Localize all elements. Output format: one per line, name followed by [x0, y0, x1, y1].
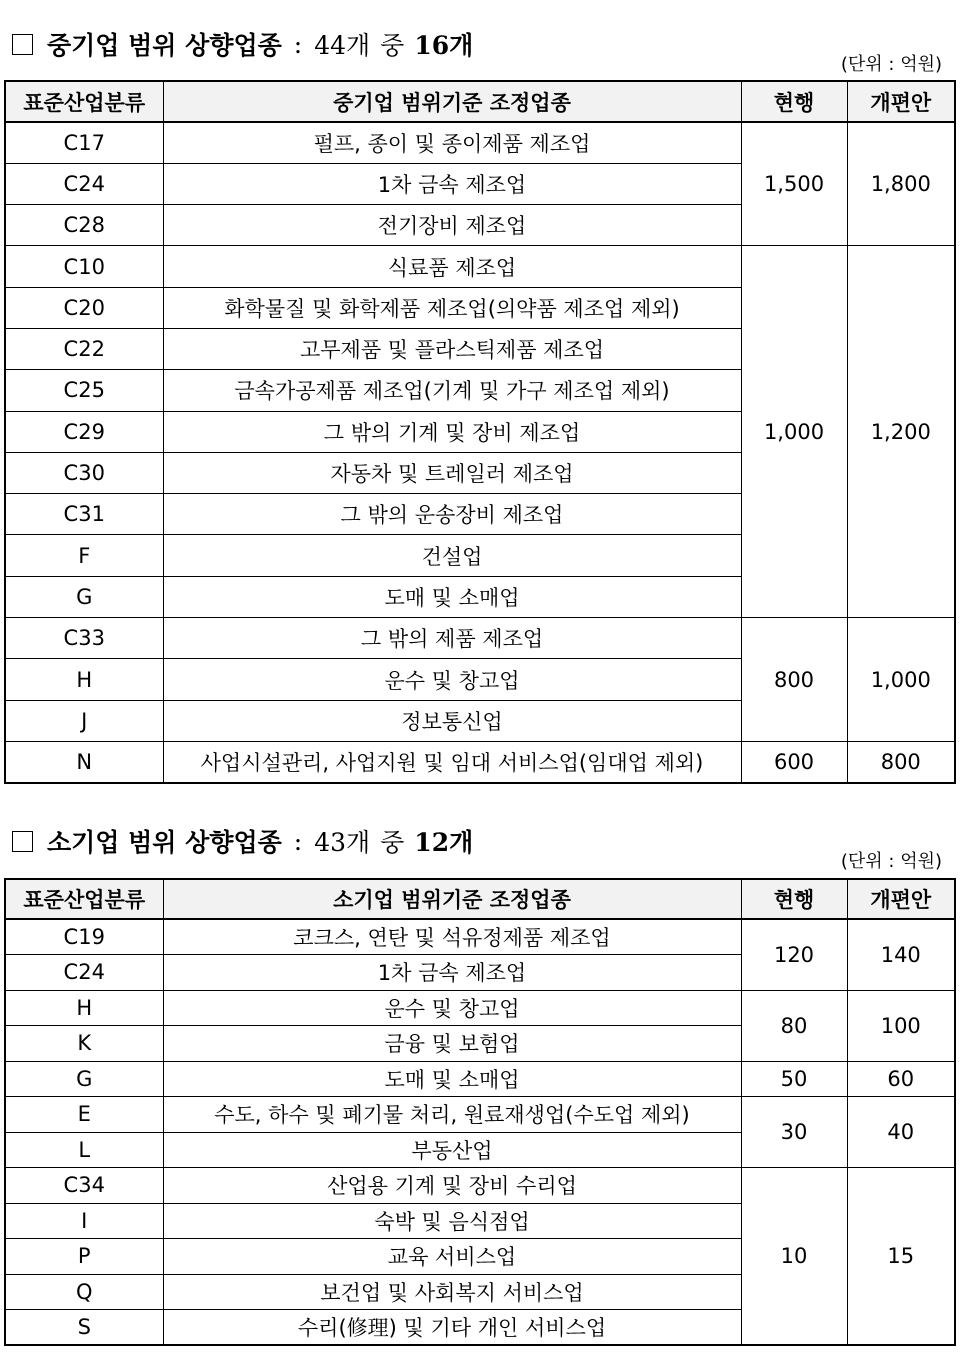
small-unit-label: (단위 : 억원) [840, 851, 942, 872]
header-code: 표준산업분류 [5, 81, 163, 122]
industry-code: C25 [5, 370, 163, 411]
industry-code: C20 [5, 287, 163, 328]
industry-code: C34 [5, 1168, 163, 1204]
industry-name: 보건업 및 사회복지 서비스업 [163, 1274, 741, 1310]
industry-name: 교육 서비스업 [163, 1239, 741, 1275]
industry-name: 산업용 기계 및 장비 수리업 [163, 1168, 741, 1204]
industry-code: C29 [5, 411, 163, 452]
header-current: 현행 [741, 879, 847, 919]
current-threshold: 120 [741, 919, 847, 990]
medium-table [4, 80, 956, 784]
table-row [5, 246, 955, 287]
current-threshold: 1,000 [741, 246, 847, 618]
industry-code: C33 [5, 618, 163, 659]
industry-code: H [5, 990, 163, 1026]
industry-name: 1차 금속 제조업 [163, 955, 741, 991]
industry-code: C22 [5, 328, 163, 369]
header-row [5, 879, 955, 919]
industry-name: 정보통신업 [163, 700, 741, 741]
industry-code: Q [5, 1274, 163, 1310]
industry-code: N [5, 741, 163, 782]
industry-name: 수도, 하수 및 폐기물 처리, 원료재생업(수도업 제외) [163, 1097, 741, 1133]
industry-name: 그 밖의 운송장비 제조업 [163, 494, 741, 535]
medium-unit-label: (단위 : 억원) [840, 54, 942, 75]
industry-name: 전기장비 제조업 [163, 205, 741, 246]
industry-code: E [5, 1097, 163, 1133]
small-selected-count: 12개 [414, 828, 474, 857]
checkbox-square-icon [12, 34, 33, 55]
industry-name: 1차 금속 제조업 [163, 163, 741, 204]
current-threshold: 600 [741, 741, 847, 782]
table-row [5, 618, 955, 659]
industry-name: 도매 및 소매업 [163, 1061, 741, 1097]
industry-name: 화학물질 및 화학제품 제조업(의약품 제조업 제외) [163, 287, 741, 328]
heading-colon: : [293, 826, 303, 856]
industry-name: 금속가공제품 제조업(기계 및 가구 제조업 제외) [163, 370, 741, 411]
industry-code: C10 [5, 246, 163, 287]
industry-code: G [5, 1061, 163, 1097]
current-threshold: 80 [741, 990, 847, 1061]
current-threshold: 1,500 [741, 122, 847, 246]
industry-name: 펄프, 종이 및 종이제품 제조업 [163, 122, 741, 163]
header-industry: 중기업 범위기준 조정업종 [163, 81, 741, 122]
table-row [5, 122, 955, 163]
industry-name: 사업시설관리, 사업지원 및 임대 서비스업(임대업 제외) [163, 741, 741, 782]
medium-section-heading [12, 26, 473, 62]
industry-name: 부동산업 [163, 1132, 741, 1168]
industry-code: C17 [5, 122, 163, 163]
industry-name: 건설업 [163, 535, 741, 576]
industry-code: L [5, 1132, 163, 1168]
header-current: 현행 [741, 81, 847, 122]
industry-code: I [5, 1203, 163, 1239]
medium-section-title: 중기업 범위 상향업종 [47, 31, 282, 60]
header-proposed: 개편안 [847, 81, 955, 122]
industry-code: S [5, 1310, 163, 1346]
industry-code: C24 [5, 955, 163, 991]
current-threshold: 10 [741, 1168, 847, 1346]
current-threshold: 30 [741, 1097, 847, 1168]
industry-code: F [5, 535, 163, 576]
proposed-threshold: 1,800 [847, 122, 955, 246]
industry-name: 금융 및 보험업 [163, 1026, 741, 1062]
table-row [5, 1061, 955, 1097]
proposed-threshold: 1,200 [847, 246, 955, 618]
proposed-threshold: 60 [847, 1061, 955, 1097]
small-total-count: 43개 [314, 828, 371, 857]
proposed-threshold: 800 [847, 741, 955, 782]
industry-code: C19 [5, 919, 163, 955]
industry-code: G [5, 576, 163, 617]
industry-code: P [5, 1239, 163, 1275]
industry-name: 그 밖의 기계 및 장비 제조업 [163, 411, 741, 452]
header-industry: 소기업 범위기준 조정업종 [163, 879, 741, 919]
industry-name: 그 밖의 제품 제조업 [163, 618, 741, 659]
current-threshold: 800 [741, 618, 847, 742]
industry-name: 운수 및 창고업 [163, 659, 741, 700]
industry-name: 수리(修理) 및 기타 개인 서비스업 [163, 1310, 741, 1346]
current-threshold: 50 [741, 1061, 847, 1097]
industry-code: C28 [5, 205, 163, 246]
table-row [5, 741, 955, 782]
medium-selected-count: 16개 [414, 31, 474, 60]
proposed-threshold: 40 [847, 1097, 955, 1168]
heading-colon: : [293, 29, 303, 59]
industry-name: 식료품 제조업 [163, 246, 741, 287]
table-row [5, 1097, 955, 1133]
checkbox-square-icon [12, 831, 33, 852]
industry-name: 코크스, 연탄 및 석유정제품 제조업 [163, 919, 741, 955]
medium-total-count: 44개 [314, 31, 371, 60]
industry-code: C24 [5, 163, 163, 204]
industry-name: 숙박 및 음식점업 [163, 1203, 741, 1239]
proposed-threshold: 100 [847, 990, 955, 1061]
header-proposed: 개편안 [847, 879, 955, 919]
small-table [4, 878, 956, 1346]
industry-code: K [5, 1026, 163, 1062]
industry-code: H [5, 659, 163, 700]
table-row [5, 1168, 955, 1204]
industry-name: 고무제품 및 플라스틱제품 제조업 [163, 328, 741, 369]
heading-mid-word: 중 [380, 31, 405, 60]
table-row [5, 919, 955, 955]
industry-name: 자동차 및 트레일러 제조업 [163, 452, 741, 493]
small-section-title: 소기업 범위 상향업종 [47, 828, 282, 857]
industry-name: 도매 및 소매업 [163, 576, 741, 617]
industry-code: C30 [5, 452, 163, 493]
proposed-threshold: 15 [847, 1168, 955, 1346]
proposed-threshold: 1,000 [847, 618, 955, 742]
industry-code: C31 [5, 494, 163, 535]
table-row [5, 990, 955, 1026]
header-row [5, 81, 955, 122]
header-code: 표준산업분류 [5, 879, 163, 919]
proposed-threshold: 140 [847, 919, 955, 990]
industry-name: 운수 및 창고업 [163, 990, 741, 1026]
heading-mid-word: 중 [380, 828, 405, 857]
small-section-heading [12, 823, 473, 859]
industry-code: J [5, 700, 163, 741]
